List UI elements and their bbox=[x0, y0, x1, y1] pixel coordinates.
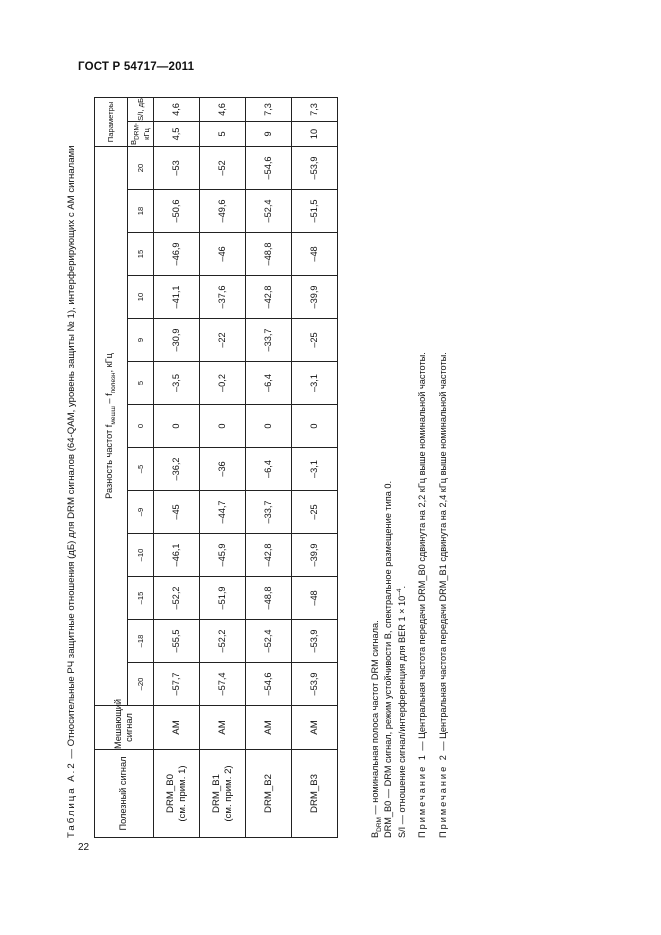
value-cell: –6,4 bbox=[246, 448, 292, 491]
value-cell: 0 bbox=[292, 405, 338, 448]
value-cell: –25 bbox=[292, 319, 338, 362]
table-notes bbox=[369, 98, 450, 838]
bandwidth-param-header: $B_{DRM}$, кГц bbox=[128, 121, 154, 146]
value-cell: –48 bbox=[292, 233, 338, 276]
table-row bbox=[200, 97, 246, 837]
bandwidth-cell: 9 bbox=[246, 121, 292, 146]
offset-header: –20 bbox=[128, 663, 154, 706]
value-cell: –25 bbox=[292, 491, 338, 534]
offset-header: 5 bbox=[128, 362, 154, 405]
offset-header: 10 bbox=[128, 276, 154, 319]
offset-header: –9 bbox=[128, 491, 154, 534]
legend-bandwidth: $B_{DRM}$ — номинальная полоса частот DRM сигнала. bbox=[370, 620, 383, 838]
table-row bbox=[246, 97, 292, 837]
value-cell: –48,8 bbox=[246, 577, 292, 620]
header-row-1 bbox=[95, 97, 128, 837]
interfering-signal-cell: АМ bbox=[246, 706, 292, 750]
value-cell: –30,9 bbox=[154, 319, 200, 362]
page-number: 22 bbox=[78, 842, 90, 853]
offset-header: 20 bbox=[128, 146, 154, 189]
si-param-header: S/I, дБ bbox=[128, 97, 154, 121]
rotated-table-block bbox=[66, 98, 451, 838]
parameters-header: Параметры bbox=[95, 97, 128, 146]
offset-header: –15 bbox=[128, 577, 154, 620]
si-cell: 4,6 bbox=[154, 97, 200, 121]
bandwidth-cell: 5 bbox=[200, 121, 246, 146]
offset-header: –5 bbox=[128, 448, 154, 491]
value-cell: –52,4 bbox=[246, 620, 292, 663]
value-cell: –52 bbox=[200, 146, 246, 189]
offset-header: 0 bbox=[128, 405, 154, 448]
value-cell: –53 bbox=[154, 146, 200, 189]
value-cell: –41,1 bbox=[154, 276, 200, 319]
useful-signal-cell: DRM_B0 (см. прим. 1) bbox=[154, 750, 200, 838]
note-1: Примечание 1 — Центральная частота передачи DRM_B0 сдвинута на 2,2 кГц выше номинальной частоты. bbox=[416, 352, 427, 838]
frequency-difference-header: Разность частот $f_{мешш} - f_{полезн}$, кГц bbox=[95, 146, 128, 705]
value-cell: 0 bbox=[200, 405, 246, 448]
value-cell: –50,6 bbox=[154, 190, 200, 233]
value-cell: –46 bbox=[200, 233, 246, 276]
offset-header: 15 bbox=[128, 233, 154, 276]
value-cell: –39,9 bbox=[292, 534, 338, 577]
protection-ratio-table bbox=[94, 97, 338, 838]
si-cell: 7,3 bbox=[292, 97, 338, 121]
bandwidth-cell: 10 bbox=[292, 121, 338, 146]
table-row bbox=[154, 97, 200, 837]
value-cell: –36 bbox=[200, 448, 246, 491]
value-cell: –57,4 bbox=[200, 663, 246, 706]
value-cell: –53,9 bbox=[292, 620, 338, 663]
value-cell: 0 bbox=[246, 405, 292, 448]
legend-drm-b0: DRM_B0 — DRM сигнал, режим устойчивости B, спектральное размещение типа 0. bbox=[382, 480, 393, 838]
interfering-signal-cell: АМ bbox=[154, 706, 200, 750]
value-cell: –33,7 bbox=[246, 319, 292, 362]
offset-header: –10 bbox=[128, 534, 154, 577]
value-cell: –53,9 bbox=[292, 146, 338, 189]
value-cell: –52,2 bbox=[154, 577, 200, 620]
value-cell: –48,8 bbox=[246, 233, 292, 276]
value-cell: –54,6 bbox=[246, 146, 292, 189]
interfering-signal-header: Мешающий сигнал bbox=[95, 706, 154, 750]
offset-header: 9 bbox=[128, 319, 154, 362]
value-cell: –44,7 bbox=[200, 491, 246, 534]
si-cell: 7,3 bbox=[246, 97, 292, 121]
useful-signal-cell: DRM_B1 (см. прим. 2) bbox=[200, 750, 246, 838]
value-cell: –51,5 bbox=[292, 190, 338, 233]
value-cell: –3,1 bbox=[292, 448, 338, 491]
value-cell: –51,9 bbox=[200, 577, 246, 620]
value-cell: –45 bbox=[154, 491, 200, 534]
value-cell: –42,8 bbox=[246, 534, 292, 577]
value-cell: –3,5 bbox=[154, 362, 200, 405]
value-cell: –45,9 bbox=[200, 534, 246, 577]
value-cell: –36,2 bbox=[154, 448, 200, 491]
bandwidth-cell: 4,5 bbox=[154, 121, 200, 146]
value-cell: –33,7 bbox=[246, 491, 292, 534]
value-cell: –52,4 bbox=[246, 190, 292, 233]
interfering-signal-cell: АМ bbox=[200, 706, 246, 750]
value-cell: –55,5 bbox=[154, 620, 200, 663]
value-cell: –42,8 bbox=[246, 276, 292, 319]
value-cell: 0 bbox=[154, 405, 200, 448]
value-cell: –39,9 bbox=[292, 276, 338, 319]
offset-header: 18 bbox=[128, 190, 154, 233]
useful-signal-header: Полезный сигнал bbox=[95, 750, 154, 838]
offset-header: –18 bbox=[128, 620, 154, 663]
value-cell: –54,6 bbox=[246, 663, 292, 706]
useful-signal-cell: DRM_B3 bbox=[292, 750, 338, 838]
document-header: ГОСТ Р 54717—2011 bbox=[78, 61, 195, 73]
table-caption bbox=[66, 98, 77, 838]
legend-si: S/I — отношение сигнал/интерференция для BER $1 \times 10^{-4}$. bbox=[396, 585, 408, 838]
value-cell: –52,2 bbox=[200, 620, 246, 663]
table-row bbox=[292, 97, 338, 837]
value-cell: –49,6 bbox=[200, 190, 246, 233]
note-2: Примечание 2 — Центральная частота передачи DRM_B1 сдвинута на 2,4 кГц выше номинальной частоты. bbox=[438, 352, 448, 838]
value-cell: –53,9 bbox=[292, 663, 338, 706]
value-cell: –22 bbox=[200, 319, 246, 362]
value-cell: –46,9 bbox=[154, 233, 200, 276]
table-caption-label: Таблица А.2 bbox=[66, 761, 77, 838]
interfering-signal-cell: АМ bbox=[292, 706, 338, 750]
value-cell: –37,6 bbox=[200, 276, 246, 319]
value-cell: –48 bbox=[292, 577, 338, 620]
value-cell: –6,4 bbox=[246, 362, 292, 405]
value-cell: –46,1 bbox=[154, 534, 200, 577]
useful-signal-cell: DRM_B2 bbox=[246, 750, 292, 838]
value-cell: –3,1 bbox=[292, 362, 338, 405]
value-cell: –57,7 bbox=[154, 663, 200, 706]
si-cell: 4,6 bbox=[200, 97, 246, 121]
table-caption-text: — Относительные РЧ защитные отношения (дБ) для DRM сигналов (64-QAM, уровень защиты № 1), интерферирующих с АМ сигналами bbox=[66, 145, 77, 762]
value-cell: –0,2 bbox=[200, 362, 246, 405]
